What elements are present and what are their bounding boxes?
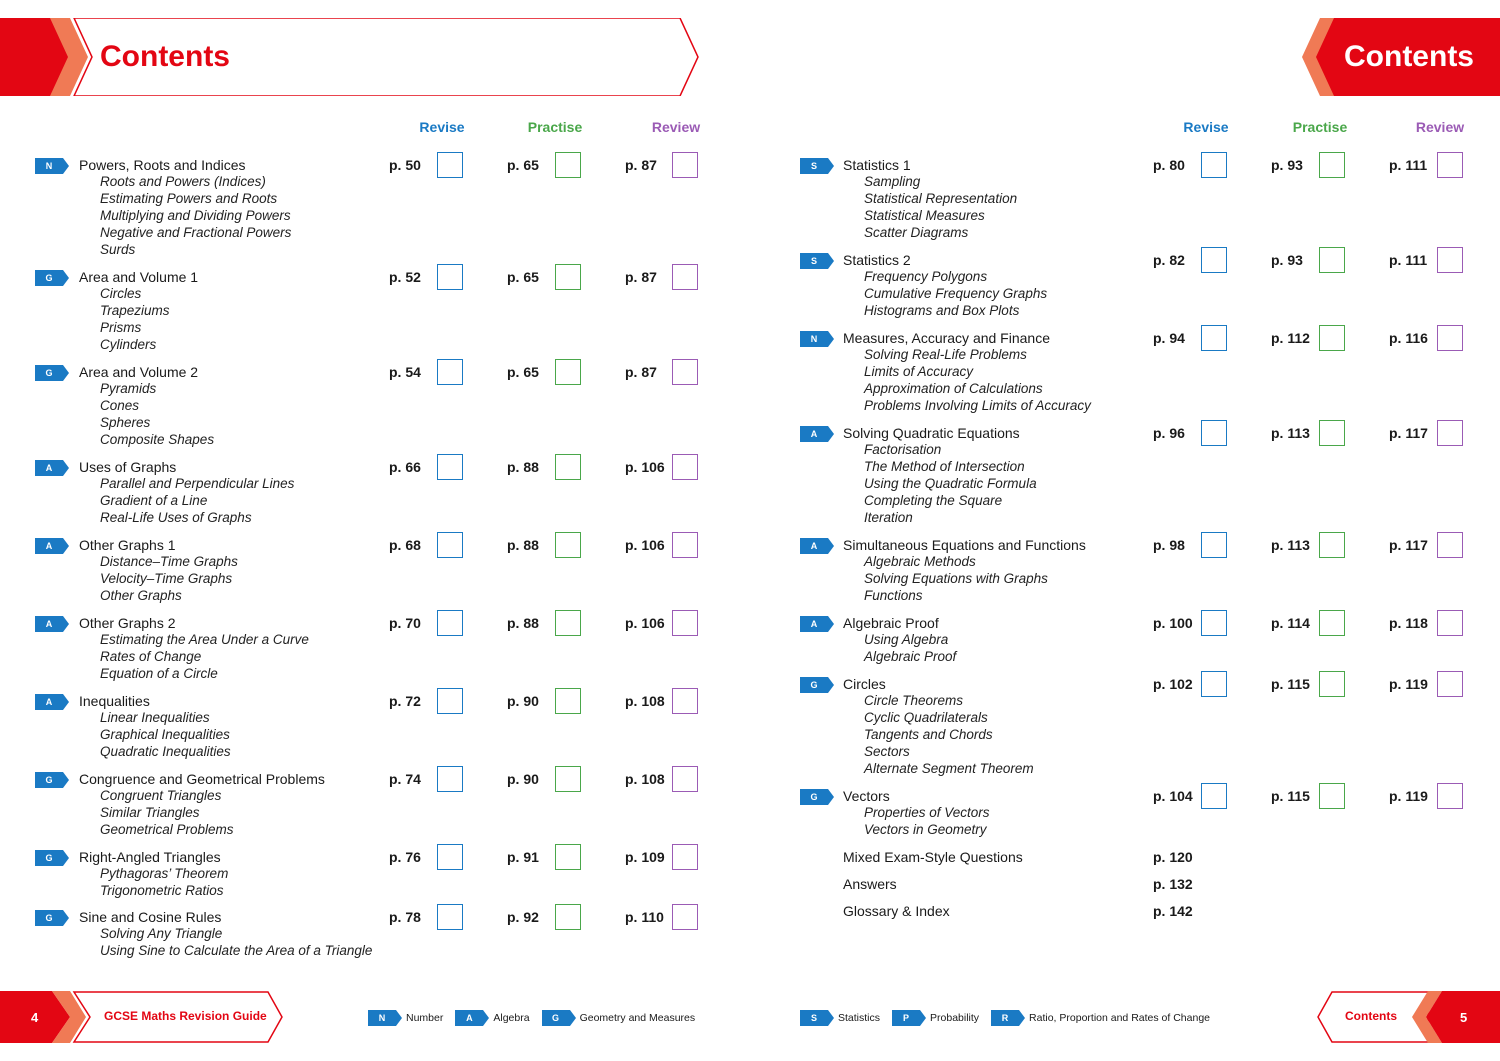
entry-title: Inequalities xyxy=(79,693,150,709)
book-title: GCSE Maths Revision Guide xyxy=(104,1009,267,1023)
entry-subtopic: Parallel and Perpendicular Lines xyxy=(100,476,295,491)
practise-checkbox[interactable] xyxy=(555,688,581,714)
page-ref-revise: p. 72 xyxy=(389,693,421,709)
col-header-revise-right: Revise xyxy=(1183,119,1229,135)
entry-subtopic: Roots and Powers (Indices) xyxy=(100,174,266,189)
review-checkbox[interactable] xyxy=(1437,152,1463,178)
topic-tag-icon xyxy=(542,1010,576,1026)
practise-checkbox[interactable] xyxy=(1319,152,1345,178)
topic-tag-letter: R xyxy=(1001,1012,1009,1023)
page-ref-revise: p. 104 xyxy=(1153,788,1193,804)
entry-subtopic: Prisms xyxy=(100,320,142,335)
page-ref-review: p. 111 xyxy=(1389,157,1428,173)
review-checkbox[interactable] xyxy=(1437,610,1463,636)
page-ref-revise: p. 80 xyxy=(1153,157,1185,173)
review-checkbox[interactable] xyxy=(1437,671,1463,697)
revise-checkbox[interactable] xyxy=(1201,532,1227,558)
entry-subtopic: Cylinders xyxy=(100,337,157,352)
legend-label: Statistics xyxy=(838,1011,881,1024)
topic-tag-letter: A xyxy=(810,541,818,551)
entry-subtopic: Approximation of Calculations xyxy=(864,381,1043,396)
page-number-left: 4 xyxy=(31,1010,39,1025)
topic-tag-letter: A xyxy=(810,619,818,629)
page-ref-review: p. 108 xyxy=(625,693,665,709)
page-ref-review: p. 109 xyxy=(625,849,665,865)
legend-label: Algebra xyxy=(493,1011,530,1024)
legend-label: Number xyxy=(406,1011,444,1024)
page-ref-revise: p. 96 xyxy=(1153,425,1185,441)
topic-tag-icon xyxy=(35,850,69,866)
topic-tag-icon xyxy=(455,1010,489,1026)
entry-subtopic: Scatter Diagrams xyxy=(864,225,969,240)
extra-entry-page: p. 142 xyxy=(1153,903,1193,919)
topic-tag-letter: G xyxy=(45,775,53,785)
entry-subtopic: Equation of a Circle xyxy=(100,666,218,681)
topic-tag-icon xyxy=(35,694,69,710)
page-ref-revise: p. 82 xyxy=(1153,252,1185,268)
practise-checkbox[interactable] xyxy=(555,152,581,178)
page-ref-revise: p. 100 xyxy=(1153,615,1193,631)
entry-subtopic: Velocity–Time Graphs xyxy=(100,571,233,586)
col-header-review: Review xyxy=(651,119,701,135)
col-header-practise-right: Practise xyxy=(1292,119,1348,135)
entry-subtopic: Alternate Segment Theorem xyxy=(864,761,1034,776)
practise-checkbox[interactable] xyxy=(1319,532,1345,558)
footer-right-banner xyxy=(1316,991,1500,1043)
topic-tag-letter: G xyxy=(810,680,818,690)
entry-subtopic: Limits of Accuracy xyxy=(864,364,974,379)
revise-checkbox[interactable] xyxy=(1201,671,1227,697)
page-ref-practise: p. 93 xyxy=(1271,252,1303,268)
entry-subtopic: Functions xyxy=(864,588,923,603)
revise-checkbox[interactable] xyxy=(437,264,463,290)
entry-title: Powers, Roots and Indices xyxy=(79,157,246,173)
topic-tag-letter: G xyxy=(45,853,53,863)
page-ref-review: p. 87 xyxy=(625,364,657,380)
topic-tag-letter: N xyxy=(378,1012,386,1023)
review-checkbox[interactable] xyxy=(672,688,698,714)
review-checkbox[interactable] xyxy=(1437,783,1463,809)
entry-title: Vectors xyxy=(843,788,890,804)
page-ref-practise: p. 113 xyxy=(1271,425,1310,441)
page-ref-practise: p. 93 xyxy=(1271,157,1303,173)
page-ref-practise: p. 88 xyxy=(507,537,539,553)
entry-subtopic: Surds xyxy=(100,242,136,257)
topic-tag-icon xyxy=(800,426,834,442)
legend-label: Ratio, Proportion and Rates of Change xyxy=(1029,1011,1210,1024)
left-page-header xyxy=(0,18,700,96)
topic-tag-icon xyxy=(800,331,834,347)
page-ref-revise: p. 70 xyxy=(389,615,421,631)
page-ref-revise: p. 68 xyxy=(389,537,421,553)
entry-subtopic: Iteration xyxy=(864,510,913,525)
entry-subtopic: Statistical Representation xyxy=(864,191,1018,206)
extra-entry-title: Glossary & Index xyxy=(843,903,950,919)
entry-subtopic: Composite Shapes xyxy=(100,432,215,447)
topic-tag-letter: G xyxy=(45,368,53,378)
entry-title: Area and Volume 2 xyxy=(79,364,199,380)
review-checkbox[interactable] xyxy=(672,264,698,290)
practise-checkbox[interactable] xyxy=(1319,610,1345,636)
entry-subtopic: Estimating Powers and Roots xyxy=(100,191,278,206)
entry-subtopic: Statistical Measures xyxy=(864,208,985,223)
review-checkbox[interactable] xyxy=(672,844,698,870)
revise-checkbox[interactable] xyxy=(437,904,463,930)
revise-checkbox[interactable] xyxy=(437,532,463,558)
legend-right xyxy=(800,1009,1222,1025)
topic-tag-letter: A xyxy=(466,1012,473,1023)
revise-checkbox[interactable] xyxy=(437,610,463,636)
entry-subtopic: Algebraic Methods xyxy=(864,554,976,569)
topic-tag-letter: P xyxy=(903,1012,910,1023)
entry-title: Statistics 2 xyxy=(843,252,911,268)
review-checkbox[interactable] xyxy=(672,152,698,178)
extra-entry-title: Mixed Exam-Style Questions xyxy=(843,849,1023,865)
extra-entry-title: Answers xyxy=(843,876,897,892)
topic-tag-letter: G xyxy=(552,1012,560,1023)
topic-tag-letter: S xyxy=(810,161,817,171)
entry-title: Congruence and Geometrical Problems xyxy=(79,771,325,787)
practise-checkbox[interactable] xyxy=(1319,783,1345,809)
practise-checkbox[interactable] xyxy=(555,532,581,558)
entry-subtopic: Sectors xyxy=(864,744,910,759)
page-ref-review: p. 87 xyxy=(625,157,657,173)
page-ref-practise: p. 114 xyxy=(1271,615,1310,631)
col-header-practise: Practise xyxy=(527,119,583,135)
page-ref-revise: p. 54 xyxy=(389,364,421,380)
entry-subtopic: Using the Quadratic Formula xyxy=(864,476,1037,491)
entry-subtopic: The Method of Intersection xyxy=(864,459,1025,474)
topic-tag-letter: G xyxy=(45,273,53,283)
review-checkbox[interactable] xyxy=(672,766,698,792)
page-ref-review: p. 106 xyxy=(625,459,665,475)
footer-left xyxy=(0,991,290,1043)
entry-title: Statistics 1 xyxy=(843,157,911,173)
revise-checkbox[interactable] xyxy=(1201,325,1227,351)
topic-tag-icon xyxy=(35,158,69,174)
practise-checkbox[interactable] xyxy=(555,454,581,480)
entry-subtopic: Algebraic Proof xyxy=(864,649,957,664)
footer-right xyxy=(1316,991,1500,1043)
page-ref-review: p. 119 xyxy=(1389,676,1428,692)
entry-title: Measures, Accuracy and Finance xyxy=(843,330,1050,346)
entry-subtopic: Graphical Inequalities xyxy=(100,727,230,742)
page-ref-review: p. 119 xyxy=(1389,788,1428,804)
entry-subtopic: Using Sine to Calculate the Area of a Triangle xyxy=(100,943,373,958)
entry-subtopic: Properties of Vectors xyxy=(864,805,990,820)
entry-subtopic: Other Graphs xyxy=(100,588,182,603)
review-checkbox[interactable] xyxy=(1437,247,1463,273)
page-ref-revise: p. 94 xyxy=(1153,330,1185,346)
entry-subtopic: Distance–Time Graphs xyxy=(100,554,238,569)
revise-checkbox[interactable] xyxy=(437,688,463,714)
entry-subtopic: Circle Theorems xyxy=(864,693,964,708)
review-checkbox[interactable] xyxy=(1437,532,1463,558)
entry-title: Solving Quadratic Equations xyxy=(843,425,1020,441)
page-title: Contents xyxy=(100,40,230,73)
revise-checkbox[interactable] xyxy=(437,454,463,480)
topic-tag-letter: N xyxy=(810,334,818,344)
page-ref-practise: p. 91 xyxy=(507,849,539,865)
page-ref-practise: p. 88 xyxy=(507,615,539,631)
legend-left xyxy=(368,1009,707,1025)
page-ref-revise: p. 74 xyxy=(389,771,421,787)
practise-checkbox[interactable] xyxy=(555,359,581,385)
topic-tag-icon xyxy=(35,365,69,381)
entry-subtopic: Using Algebra xyxy=(864,632,949,647)
entry-subtopic: Problems Involving Limits of Accuracy xyxy=(864,398,1091,413)
topic-tag-letter: A xyxy=(45,463,53,473)
entry-title: Area and Volume 1 xyxy=(79,269,199,285)
entry-subtopic: Geometrical Problems xyxy=(100,822,234,837)
topic-tag-icon xyxy=(800,253,834,269)
topic-tag-icon xyxy=(35,910,69,926)
topic-tag-icon xyxy=(800,616,834,632)
topic-tag-icon xyxy=(800,789,834,805)
page-ref-practise: p. 113 xyxy=(1271,537,1310,553)
topic-tag-icon xyxy=(35,538,69,554)
entry-subtopic: Rates of Change xyxy=(100,649,202,664)
topic-tag-letter: A xyxy=(45,697,53,707)
entry-title: Algebraic Proof xyxy=(843,615,939,631)
legend-label: Probability xyxy=(930,1011,980,1024)
page-ref-practise: p. 90 xyxy=(507,693,539,709)
practise-checkbox[interactable] xyxy=(1319,247,1345,273)
entry-subtopic: Vectors in Geometry xyxy=(864,822,987,837)
page-ref-practise: p. 115 xyxy=(1271,676,1310,692)
entry-subtopic: Congruent Triangles xyxy=(100,788,222,803)
topic-tag-icon xyxy=(991,1010,1025,1026)
page-title-right: Contents xyxy=(1344,40,1474,73)
extra-entry-page: p. 120 xyxy=(1153,849,1193,865)
entry-subtopic: Spheres xyxy=(100,415,151,430)
page-ref-review: p. 111 xyxy=(1389,252,1428,268)
entry-subtopic: Estimating the Area Under a Curve xyxy=(100,632,309,647)
topic-tag-letter: A xyxy=(810,429,818,439)
entry-subtopic: Sampling xyxy=(864,174,921,189)
page-ref-review: p. 106 xyxy=(625,615,665,631)
page-ref-practise: p. 112 xyxy=(1271,330,1310,346)
revise-checkbox[interactable] xyxy=(437,152,463,178)
entry-subtopic: Tangents and Chords xyxy=(864,727,993,742)
review-checkbox[interactable] xyxy=(672,532,698,558)
page-ref-revise: p. 50 xyxy=(389,157,421,173)
topic-tag-letter: S xyxy=(810,256,817,266)
entry-subtopic: Negative and Fractional Powers xyxy=(100,225,292,240)
entry-subtopic: Trigonometric Ratios xyxy=(100,883,224,898)
entry-title: Uses of Graphs xyxy=(79,459,177,475)
entry-subtopic: Solving Real-Life Problems xyxy=(864,347,1027,362)
page-ref-revise: p. 102 xyxy=(1153,676,1193,692)
revise-checkbox[interactable] xyxy=(1201,420,1227,446)
page-ref-revise: p. 52 xyxy=(389,269,421,285)
entry-title: Simultaneous Equations and Functions xyxy=(843,537,1086,553)
review-checkbox[interactable] xyxy=(672,359,698,385)
entry-subtopic: Solving Any Triangle xyxy=(100,926,223,941)
topic-tag-icon xyxy=(800,677,834,693)
page-ref-practise: p. 115 xyxy=(1271,788,1310,804)
page-ref-revise: p. 76 xyxy=(389,849,421,865)
entry-title: Sine and Cosine Rules xyxy=(79,909,222,925)
page-ref-review: p. 116 xyxy=(1389,330,1428,346)
topic-tag-icon xyxy=(35,616,69,632)
page-ref-review: p. 118 xyxy=(1389,615,1428,631)
page-ref-practise: p. 88 xyxy=(507,459,539,475)
revise-checkbox[interactable] xyxy=(1201,783,1227,809)
practise-checkbox[interactable] xyxy=(555,766,581,792)
practise-checkbox[interactable] xyxy=(1319,420,1345,446)
page-number-right: 5 xyxy=(1460,1010,1468,1025)
page-ref-review: p. 117 xyxy=(1389,537,1428,553)
review-checkbox[interactable] xyxy=(672,610,698,636)
review-checkbox[interactable] xyxy=(672,454,698,480)
revise-checkbox[interactable] xyxy=(1201,152,1227,178)
entry-title: Circles xyxy=(843,676,886,692)
entry-subtopic: Pythagoras’ Theorem xyxy=(100,866,229,881)
topic-tag-icon xyxy=(35,270,69,286)
practise-checkbox[interactable] xyxy=(1319,671,1345,697)
legend-label: Geometry and Measures xyxy=(579,1011,696,1024)
page-ref-revise: p. 66 xyxy=(389,459,421,475)
practise-checkbox[interactable] xyxy=(555,264,581,290)
page-ref-review: p. 108 xyxy=(625,771,665,787)
topic-tag-icon xyxy=(800,1010,834,1026)
entry-subtopic: Pyramids xyxy=(100,381,157,396)
entry-title: Other Graphs 1 xyxy=(79,537,176,553)
page-ref-review: p. 106 xyxy=(625,537,665,553)
topic-tag-letter: N xyxy=(45,161,53,171)
page-ref-practise: p. 65 xyxy=(507,364,539,380)
entry-subtopic: Solving Equations with Graphs xyxy=(864,571,1048,586)
topic-tag-icon xyxy=(800,538,834,554)
topic-tag-letter: A xyxy=(45,541,53,551)
revise-checkbox[interactable] xyxy=(1201,610,1227,636)
entry-subtopic: Similar Triangles xyxy=(100,805,200,820)
entry-subtopic: Cumulative Frequency Graphs xyxy=(864,286,1048,301)
topic-tag-icon xyxy=(368,1010,402,1026)
review-checkbox[interactable] xyxy=(1437,420,1463,446)
practise-checkbox[interactable] xyxy=(555,904,581,930)
page-ref-revise: p. 78 xyxy=(389,909,421,925)
page-ref-review: p. 117 xyxy=(1389,425,1428,441)
topic-tag-icon xyxy=(800,158,834,174)
entry-subtopic: Completing the Square xyxy=(864,493,1003,508)
practise-checkbox[interactable] xyxy=(1319,325,1345,351)
topic-tag-icon xyxy=(35,460,69,476)
entry-title: Other Graphs 2 xyxy=(79,615,176,631)
practise-checkbox[interactable] xyxy=(555,610,581,636)
page-ref-practise: p. 92 xyxy=(507,909,539,925)
page-ref-review: p. 110 xyxy=(625,909,664,925)
topic-tag-icon xyxy=(892,1010,926,1026)
entry-subtopic: Linear Inequalities xyxy=(100,710,210,725)
topic-tag-letter: G xyxy=(810,792,818,802)
topic-tag-letter: S xyxy=(810,1012,817,1023)
entry-subtopic: Histograms and Box Plots xyxy=(864,303,1020,318)
entry-subtopic: Cones xyxy=(100,398,140,413)
entry-title: Right-Angled Triangles xyxy=(79,849,221,865)
review-checkbox[interactable] xyxy=(672,904,698,930)
entry-subtopic: Quadratic Inequalities xyxy=(100,744,231,759)
right-page-header xyxy=(1300,18,1500,96)
entry-subtopic: Real-Life Uses of Graphs xyxy=(100,510,252,525)
page-ref-practise: p. 90 xyxy=(507,771,539,787)
revise-checkbox[interactable] xyxy=(437,844,463,870)
revise-checkbox[interactable] xyxy=(1201,247,1227,273)
entry-subtopic: Cyclic Quadrilaterals xyxy=(864,710,988,725)
col-header-revise: Revise xyxy=(419,119,465,135)
entry-subtopic: Trapeziums xyxy=(100,303,170,318)
footer-contents-label: Contents xyxy=(1345,1009,1397,1023)
col-header-review-right: Review xyxy=(1415,119,1465,135)
page-ref-review: p. 87 xyxy=(625,269,657,285)
page-ref-practise: p. 65 xyxy=(507,157,539,173)
practise-checkbox[interactable] xyxy=(555,844,581,870)
entry-subtopic: Circles xyxy=(100,286,142,301)
entry-subtopic: Multiplying and Dividing Powers xyxy=(100,208,291,223)
entry-subtopic: Gradient of a Line xyxy=(100,493,208,508)
topic-tag-letter: G xyxy=(45,913,53,923)
entry-subtopic: Factorisation xyxy=(864,442,942,457)
topic-tag-letter: A xyxy=(45,619,53,629)
revise-checkbox[interactable] xyxy=(437,766,463,792)
page-ref-revise: p. 98 xyxy=(1153,537,1185,553)
entry-subtopic: Frequency Polygons xyxy=(864,269,988,284)
extra-entry-page: p. 132 xyxy=(1153,876,1193,892)
review-checkbox[interactable] xyxy=(1437,325,1463,351)
page-ref-practise: p. 65 xyxy=(507,269,539,285)
topic-tag-icon xyxy=(35,772,69,788)
revise-checkbox[interactable] xyxy=(437,359,463,385)
